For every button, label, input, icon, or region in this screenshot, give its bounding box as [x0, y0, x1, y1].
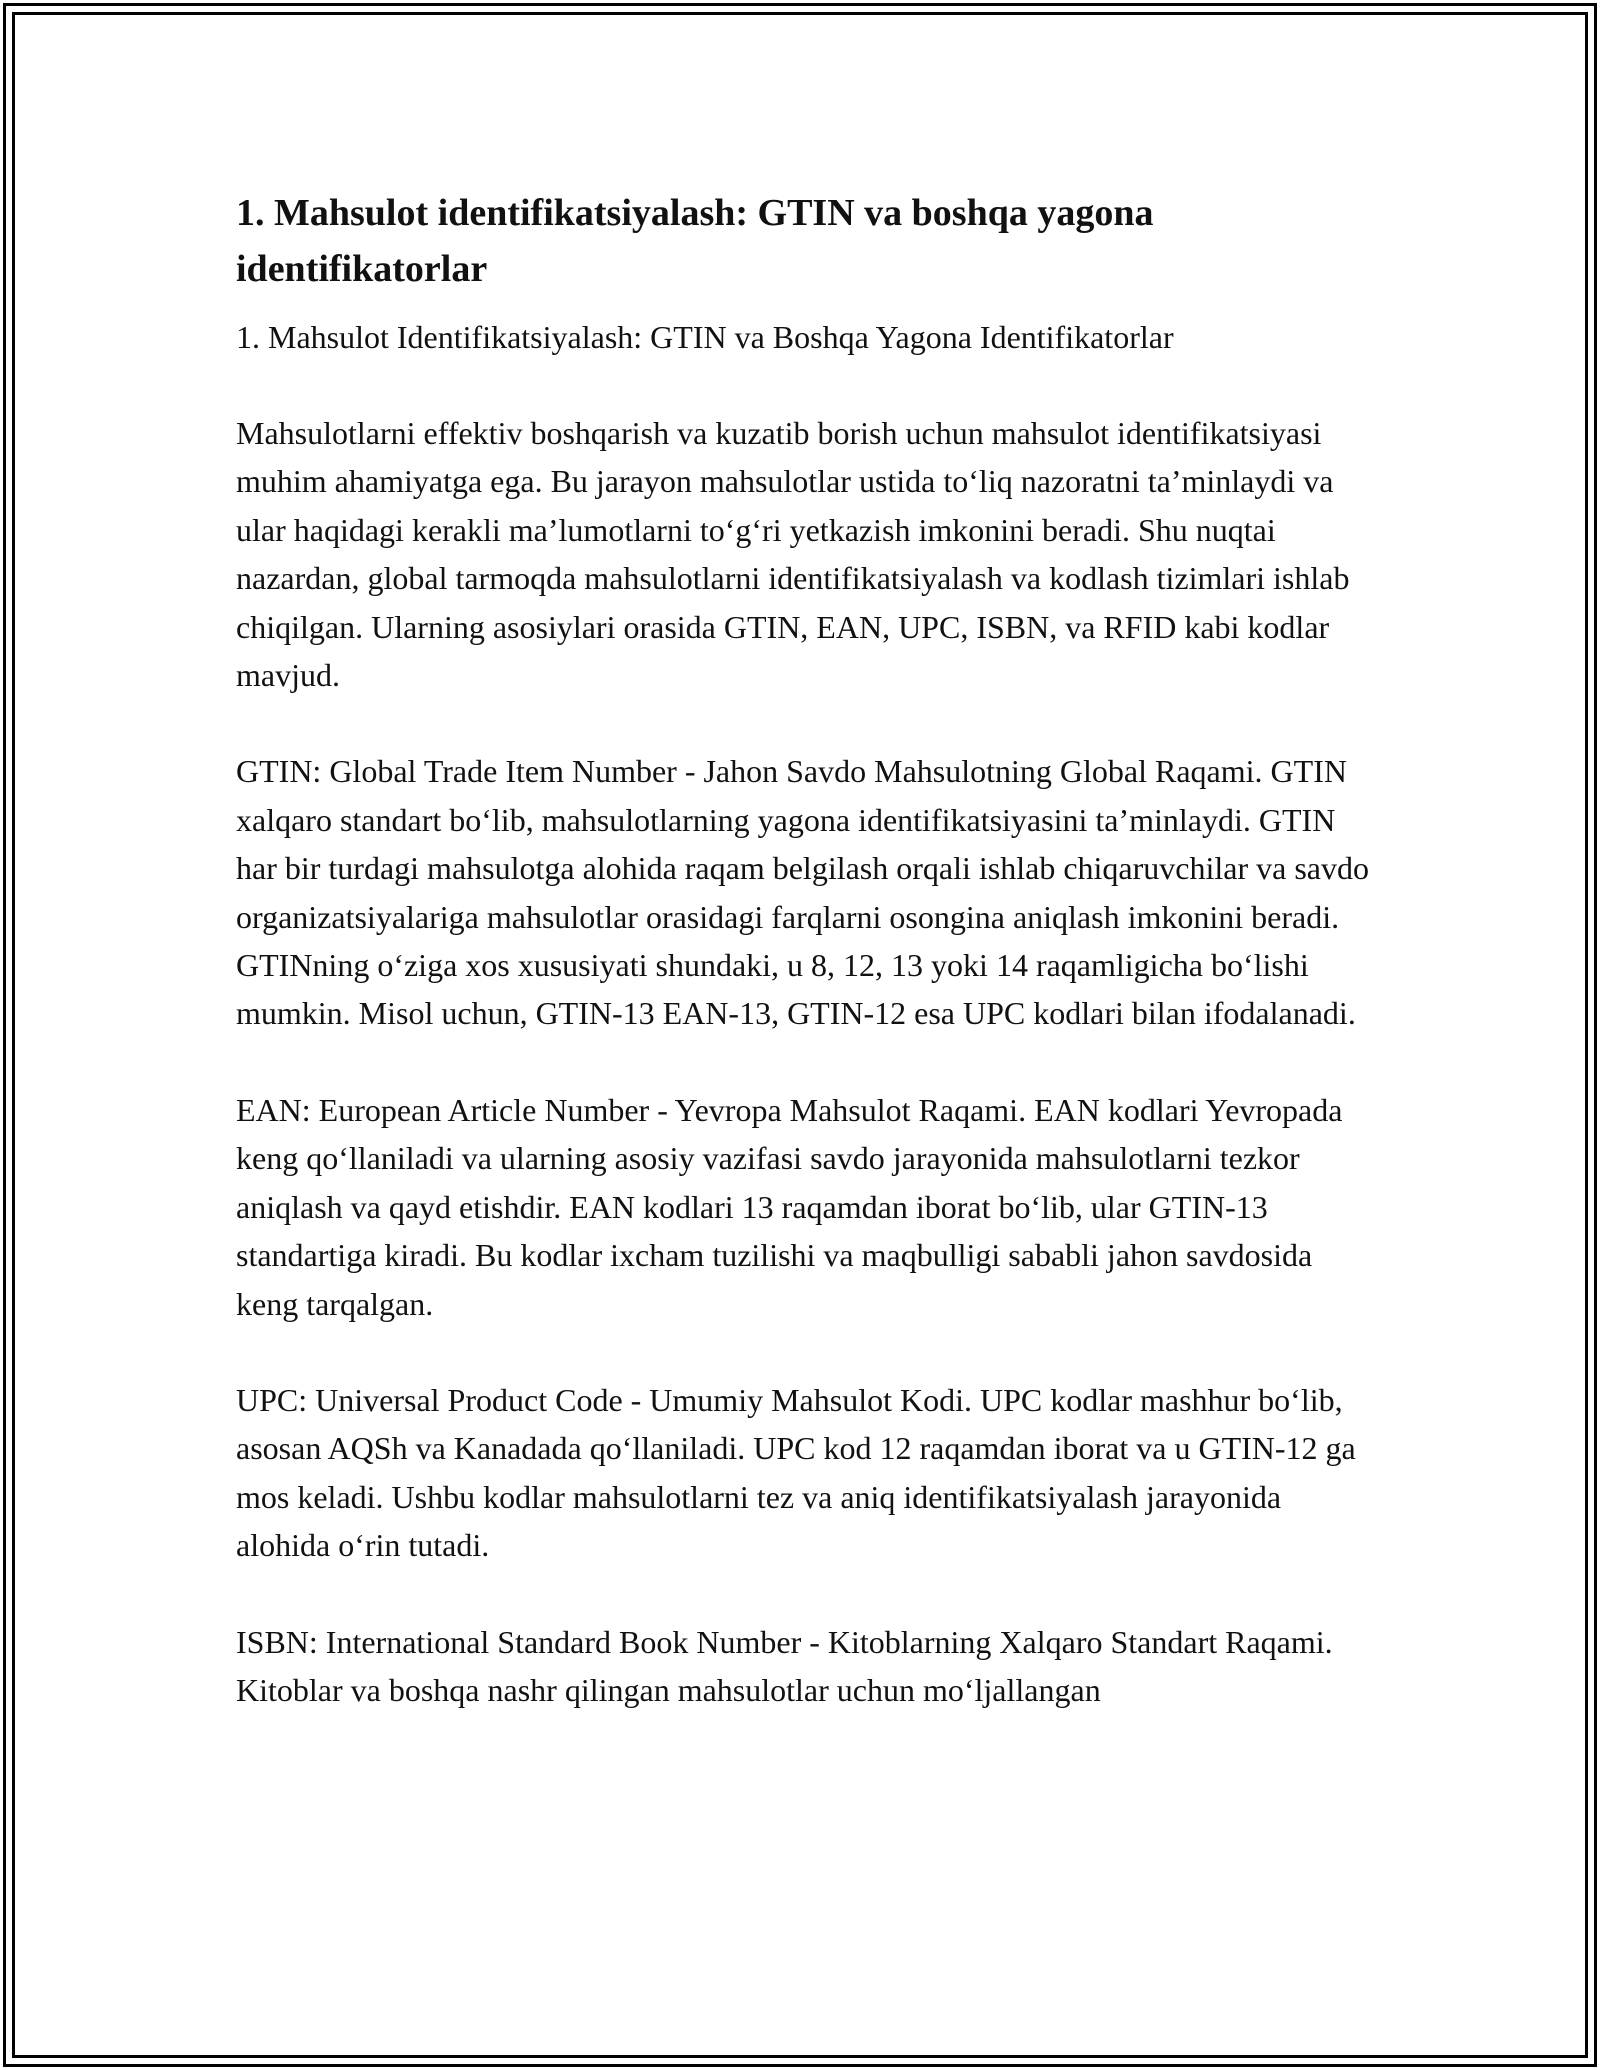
paragraph-upc: UPC: Universal Product Code - Umumiy Mahsulot Kodi. UPC kodlar mashhur bo‘lib, asosan AQSh va Kanadada qo‘llaniladi. UPC kod 12 raqamdan iborat va u GTIN-12 ga mos keladi. Ushbu kodlar mahsulotlarni tez va aniq identifikatsiyalash jarayonida alohida o‘rin tutadi. — [236, 1381, 1356, 1564]
paragraph-intro: Mahsulotlarni effektiv boshqarish va kuzatib borish uchun mahsulot identifikatsiyasi muhim ahamiyatga ega. Bu jarayon mahsulotlar ustida to‘liq nazoratni ta’minlaydi va ular haqidagi kerakli ma’lumotlarni to‘g‘ri yetkazish imkonini beradi. Shu nuqtai nazardan, global tarmoqda mahsulotlarni identifikatsiyalash va kodlash tizimlari ishlab chiqilgan. Ularning asosiylari orasida GTIN, EAN, UPC, ISBN, va RFID kabi kodlar mavjud. — [236, 415, 1350, 694]
document-title: 1. Mahsulot identifikatsiyalash: GTIN va boshqa yagona identifikatorlar — [236, 192, 1154, 290]
paragraph-isbn: ISBN: International Standard Book Number - Kitoblarning Xalqaro Standart Raqami. Kitoblar va boshqa nashr qilingan mahsulotlar uchun mo‘ljallangan — [236, 1623, 1333, 1708]
paragraph-gtin: GTIN: Global Trade Item Number - Jahon Savdo Mahsulotning Global Raqami. GTIN xalqaro standart bo‘lib, mahsulotlarning yagona identifikatsiyasini ta’minlaydi. GTIN har bir turdagi mahsulotga alohida raqam belgilash orqali ishlab chiqaruvchilar va savdo organizatsiyalariga mahsulotlar orasidagi farqlarni osongina aniqlash imkonini beradi. GTINning o‘ziga xos xususiyati shundaki, u 8, 12, 13 yoki 14 raqamligicha bo‘lishi mumkin. Misol uchun, GTIN-13 EAN-13, GTIN-12 esa UPC kodlari bilan ifodalanadi. — [236, 753, 1369, 1032]
paragraph-ean: EAN: European Article Number - Yevropa Mahsulot Raqami. EAN kodlari Yevropada keng qo‘llaniladi va ularning asosiy vazifasi savdo jarayonida mahsulotlarni tezkor aniqlash va qayd etishdir. EAN kodlari 13 raqamdan iborat bo‘lib, ular GTIN-13 standartiga kiradi. Bu kodlar ixcham tuzilishi va maqbulligi sababli jahon savdosida keng tarqalgan. — [236, 1091, 1343, 1322]
document-subtitle: 1. Mahsulot Identifikatsiyalash: GTIN va Boshqa Yagona Identifikatorlar — [236, 319, 1174, 355]
document-body — [236, 185, 1376, 1762]
